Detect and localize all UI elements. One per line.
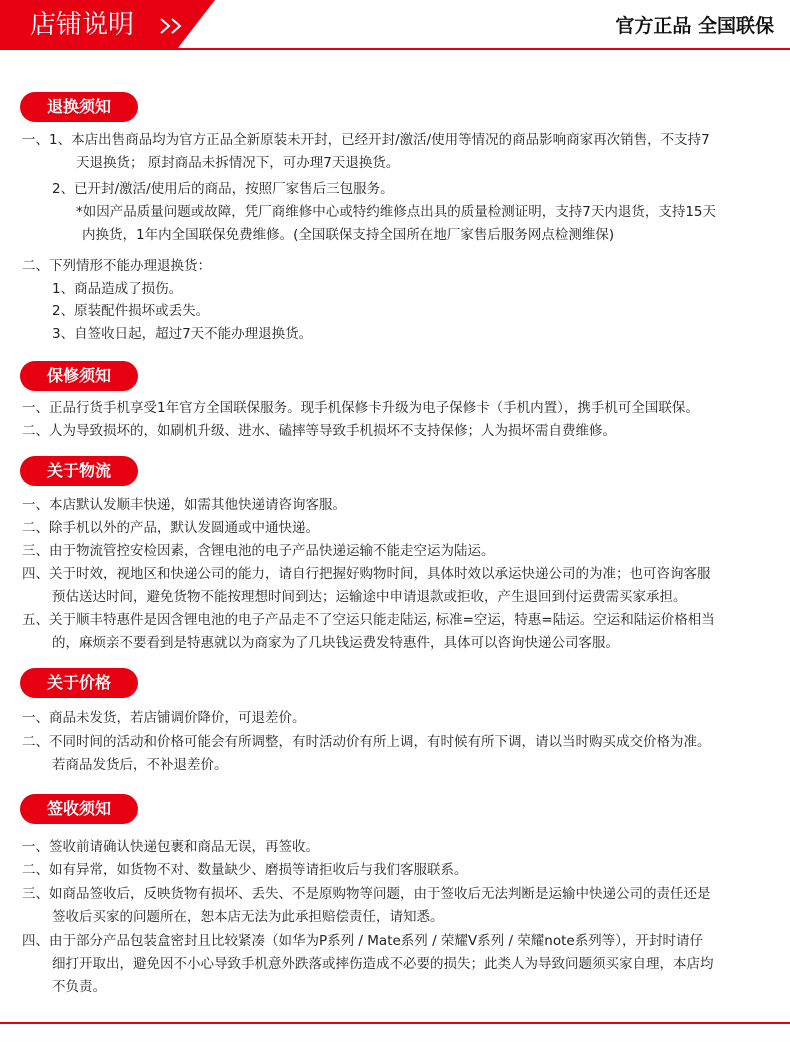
section-title-price: 关于价格 xyxy=(20,668,138,698)
double-chevron-right-icon xyxy=(158,16,188,36)
price-line-2: 二、不同时间的活动和价格可能会有所调整，有时活动价有所上调，有时候有所下调，请以当时购买成交价格为准。 xyxy=(22,734,711,750)
header-divider xyxy=(0,48,790,50)
section-title-warranty: 保修须知 xyxy=(20,361,138,391)
section-title-receipt: 签收须知 xyxy=(20,794,138,824)
receipt-line-5: 四、由于部分产品包装盒密封且比较紧凑（如华为P系列 / Mate系列 / 荣耀V系列 / 荣耀note系列等），开封时请仔 xyxy=(22,933,703,949)
logistics-line-7: 的，麻烦亲不要看到是特惠就以为商家为了几块钱运费发特惠件，具体可以咨询快递公司客服。 xyxy=(52,635,619,651)
logistics-line-5: 预估送达时间，避免货物不能按理想时间到达；运输途中申请退款或拒收，产生退回到付运费需买家承担。 xyxy=(52,589,687,605)
logistics-line-6: 五、关于顺丰特惠件是因含锂电池的电子产品走不了空运只能走陆运, 标准=空运，特惠=陆运。空运和陆运价格相当 xyxy=(22,612,715,628)
footer-divider xyxy=(0,1022,790,1024)
returns-line-5: 内换货，1年内全国联保免费维修。(全国联保支持全国所在地厂家售后服务网点检测维保) xyxy=(82,227,615,243)
section-title-logistics: 关于物流 xyxy=(20,456,138,486)
returns-line-1: 一、1、本店出售商品均为官方正品全新原装未开封，已经开封/激活/使用等情况的商品影响商家再次销售，不支持7 xyxy=(22,132,710,148)
returns-line-7: 1、商品造成了损伤。 xyxy=(52,281,183,297)
returns-line-3: 2、已开封/激活/使用后的商品，按照厂家售后三包服务。 xyxy=(52,181,394,197)
section-title-returns: 退换须知 xyxy=(20,92,138,122)
receipt-line-6: 细打开取出，避免因不小心导致手机意外跌落或摔伤造成不必要的损失；此类人为导致问题须买家自理，本店均 xyxy=(52,956,714,972)
returns-line-2: 天退换货； 原封商品未拆情况下，可办理7天退换货。 xyxy=(76,155,400,171)
returns-line-9: 3、自签收日起，超过7天不能办理退换货。 xyxy=(52,326,313,342)
logistics-line-3: 三、由于物流管控安检因素，含锂电池的电子产品快递运输不能走空运为陆运。 xyxy=(22,543,495,559)
receipt-line-7: 不负责。 xyxy=(52,979,106,995)
logistics-line-2: 二、除手机以外的产品，默认发圆通或中通快递。 xyxy=(22,520,319,536)
page-header xyxy=(0,0,790,50)
receipt-line-2: 二、如有异常，如货物不对、数量缺少、磨损等请拒收后与我们客服联系。 xyxy=(22,862,468,878)
returns-line-4: *如因产品质量问题或故障，凭厂商维修中心或特约维修点出具的质量检测证明，支持7天内退货，支持15天 xyxy=(76,204,717,220)
header-slogan: 官方正品 全国联保 xyxy=(615,15,774,37)
price-line-1: 一、商品未发货，若店铺调价降价，可退差价。 xyxy=(22,710,306,726)
warranty-line-2: 二、人为导致损坏的，如刷机升级、进水、磕摔等导致手机损坏不支持保修；人为损坏需自费维修。 xyxy=(22,423,616,439)
receipt-line-4: 签收后买家的问题所在，恕本店无法为此承担赔偿责任，请知悉。 xyxy=(52,909,444,925)
receipt-line-1: 一、签收前请确认快递包裹和商品无误，再签收。 xyxy=(22,839,319,855)
logistics-line-1: 一、本店默认发顺丰快递，如需其他快递请咨询客服。 xyxy=(22,497,346,513)
returns-line-8: 2、原装配件损坏或丢失。 xyxy=(52,303,210,319)
receipt-line-3: 三、如商品签收后，反映货物有损坏、丢失、不是原购物等问题，由于签收后无法判断是运输中快递公司的责任还是 xyxy=(22,886,711,902)
header-title: 店铺说明 xyxy=(30,10,135,40)
returns-line-6: 二、下列情形不能办理退换货： xyxy=(22,258,211,274)
price-line-3: 若商品发货后，不补退差价。 xyxy=(52,757,228,773)
warranty-line-1: 一、正品行货手机享受1年官方全国联保服务。现手机保修卡升级为电子保修卡（手机内置），携手机可全国联保。 xyxy=(22,400,699,416)
logistics-line-4: 四、关于时效，视地区和快递公司的能力，请自行把握好购物时间，具体时效以承运快递公司的为准；也可咨询客服 xyxy=(22,566,711,582)
